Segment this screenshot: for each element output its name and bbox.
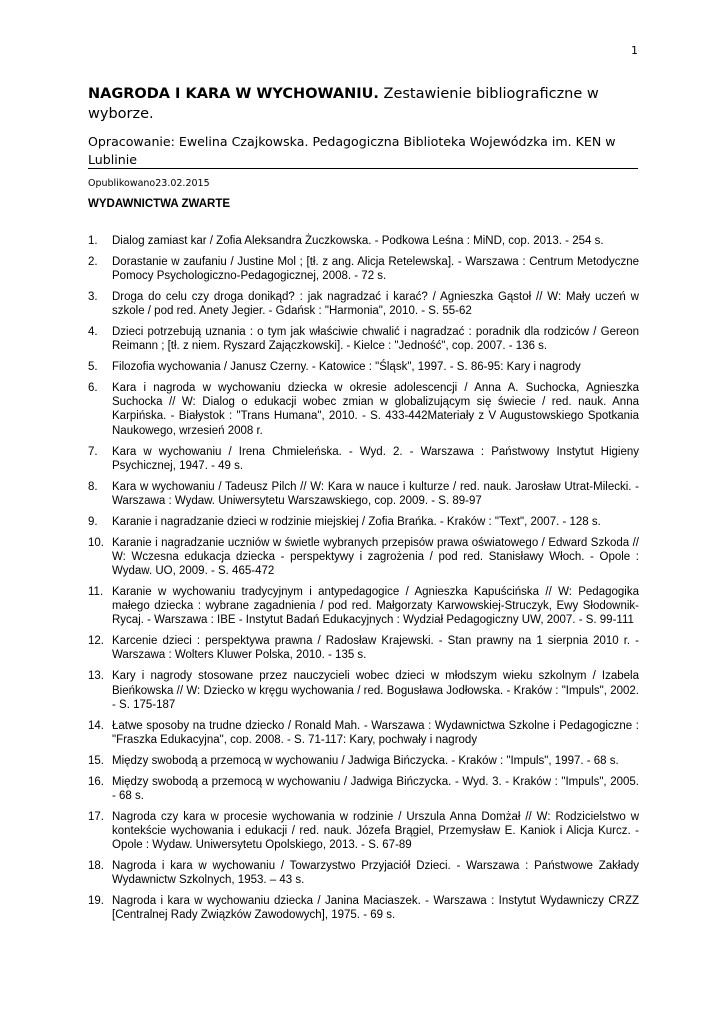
bibliography-list [88, 234, 639, 929]
page-number: 1 [631, 44, 638, 57]
entry-text: Nagroda czy kara w procesie wychowania w rodzinie / Urszula Anna Domżał // W: Rodzicielstwo w kontekście wychowania i edukacji / red. nauk. Józefa Brągiel, Przemysław E. Kaniok i Alicja Kurcz. - Opole : Wydaw. Uniwersytetu Opolskiego, 2013. - S. 67-89 [112, 810, 639, 852]
section-heading: WYDAWNICTWA ZWARTE [88, 198, 231, 210]
bibliography-entry [88, 894, 639, 922]
entry-number: 9. [88, 515, 98, 528]
title-subtitle: Zestawienie bibliograficzne w wyborze. [88, 86, 599, 122]
document-title [88, 84, 638, 124]
prepared-by: Opracowanie: Ewelina Czajkowska. Pedagogiczna Biblioteka Wojewódzka im. KEN w Lublinie [88, 134, 616, 167]
bibliography-entry [88, 536, 639, 579]
entry-number: 12. [88, 635, 104, 648]
bibliography-entry [88, 585, 639, 628]
entry-number: 6. [88, 382, 98, 395]
bibliography-entry [88, 480, 639, 508]
bibliography-entry [88, 754, 639, 768]
entry-text: Dzieci potrzebują uznania : o tym jak właściwie chwalić i nagradzać : poradnik dla rodziców / Gereon Reimann ; [tł. z niem. Ryszard Zajączkowski]. - Kielce : "Jedność", cop. 2007. - 136 s. [112, 326, 639, 353]
bibliography-entry [88, 381, 639, 438]
entry-number: 17. [88, 810, 104, 823]
entry-text: Kara i nagroda w wychowaniu dziecka w okresie adolescencji / Anna A. Suchocka, Agnieszka Suchocka // W: Dialog o edukacji wobec zmian w globalizującym się świecie / red. nauk. Anna Karpińska. - Białystok : "Trans Humana", 2010. - S. 433-442Materiały z V Augustowskiego Spotkania Naukowego, wrzesień 2008 r. [112, 382, 639, 437]
entry-text: Dorastanie w zaufaniu / Justine Mol ; [tł. z ang. Alicja Retelewska]. - Warszawa : Centrum Metodyczne Pomocy Psychologiczno-Pedagogicznej, 2008. - 72 s. [112, 255, 639, 283]
bibliography-entry [88, 290, 639, 318]
entry-text: Dialog zamiast kar / Zofia Aleksandra Żuczkowska. - Podkowa Leśna : MiND, cop. 2013. - 254 s. [112, 235, 604, 247]
entry-text: Karanie w wychowaniu tradycyjnym i antypedagogice / Agnieszka Kapuścińska // W: Pedagogika małego dziecka : wybrane zagadnienia / pod red. Małgorzaty Karwowskiej-Struczyk, Ewy Słodownik-Rycaj. - Warszawa : IBE - Instytut Badań Edukacyjnych : Wydział Pedagogiczny UW, 2007. - S. 99-111 [112, 585, 639, 627]
entry-number: 14. [88, 719, 104, 732]
entry-text: Między swobodą a przemocą w wychowaniu / Jadwiga Bińczycka. - Kraków : "Impuls", 1997. - 68 s. [112, 754, 619, 767]
bibliography-entry [88, 234, 639, 248]
entry-number: 10. [88, 536, 104, 549]
document-header [88, 84, 638, 191]
bibliography-entry [88, 719, 639, 747]
entry-number: 5. [88, 361, 98, 374]
entry-number: 4. [88, 326, 98, 339]
bibliography-entry [88, 515, 639, 529]
header-divider [88, 168, 638, 169]
entry-text: Droga do celu czy droga donikąd? : jak nagradzać i karać? / Agnieszka Gąstoł // W: Mały uczeń w szkole / pod red. Anety Jegier. - Gdańsk : "Harmonia", 2010. - S. 55-62 [112, 290, 639, 318]
entry-text: Karanie i nagradzanie dzieci w rodzinie miejskiej / Zofia Brańka. - Kraków : "Text", 2007. - 128 s. [112, 515, 601, 528]
bibliography-entry [88, 669, 639, 712]
bibliography-entry [88, 810, 639, 853]
entry-text: Łatwe sposoby na trudne dziecko / Ronald Mah. - Warszawa : Wydawnictwa Szkolne i Pedagogiczne : "Fraszka Edukacyjna", cop. 2008. - S. 71-117: Kary, pochwały i nagrody [112, 719, 639, 746]
bibliography-entry [88, 325, 639, 353]
entry-text: Kary i nagrody stosowane przez nauczycieli wobec dzieci w młodszym wieku szkolnym / Izabela Bieńkowska // W: Dziecko w kręgu wychowania / red. Bogusława Jodłowska. - Kraków : "Impuls", 2002. - S. 175-187 [112, 670, 639, 711]
entry-text: Między swobodą a przemocą w wychowaniu / Jadwiga Bińczycka. - Wyd. 3. - Kraków : "Impuls", 2005. - 68 s. [112, 775, 639, 802]
entry-number: 13. [88, 670, 104, 683]
entry-number: 8. [88, 480, 98, 493]
title-main: NAGRODA I KARA W WYCHOWANIU. [88, 86, 379, 102]
entry-text: Karanie i nagradzanie uczniów w świetle wybranych przepisów prawa oświatowego / Edward Szkoda // W: Wczesna edukacja dziecka - perspektywy i zagrożenia / pod red. Stanisławy Włoch. - Opole : Wydaw. UO, 2009. - S. 465-472 [112, 536, 639, 578]
entry-number: 11. [88, 585, 104, 598]
bibliography-entry [88, 859, 639, 887]
entry-number: 7. [88, 445, 98, 458]
entry-number: 1. [88, 235, 98, 247]
bibliography-entry [88, 255, 639, 283]
entry-text: Kara w wychowaniu / Irena Chmieleńska. - Wyd. 2. - Warszawa : Państwowy Instytut Higieny Psychicznej, 1947. - 49 s. [112, 445, 639, 472]
bibliography-entry [88, 360, 639, 374]
bibliography-entry [88, 775, 639, 803]
bibliography-entry [88, 445, 639, 473]
entry-number: 2. [88, 255, 98, 268]
entry-text: Karcenie dzieci : perspektywa prawna / Radosław Krajewski. - Stan prawny na 1 sierpnia 2010 r. - Warszawa : Wolters Kluwer Polska, 2010. - 135 s. [112, 635, 639, 662]
entry-text: Filozofia wychowania / Janusz Czerny. - Katowice : "Śląsk", 1997. - S. 86-95: Kary i nagrody [112, 361, 581, 374]
published-date: Opublikowano23.02.2015 [88, 178, 210, 189]
entry-number: 3. [88, 290, 98, 303]
entry-text: Kara w wychowaniu / Tadeusz Pilch // W: Kara w nauce i kulturze / red. nauk. Jarosław Utrat-Milecki. - Warszawa : Wydaw. Uniwersytetu Warszawskiego, cop. 2009. - S. 89-97 [112, 480, 639, 507]
bibliography-entry [88, 634, 639, 662]
entry-text: Nagroda i kara w wychowaniu / Towarzystwo Przyjaciół Dzieci. - Warszawa : Państwowe Zakłady Wydawnictw Szkolnych, 1953. – 43 s. [112, 860, 639, 887]
entry-number: 15. [88, 754, 104, 767]
entry-number: 19. [88, 895, 104, 908]
entry-number: 18. [88, 860, 104, 872]
entry-text: Nagroda i kara w wychowaniu dziecka / Janina Maciaszek. - Warszawa : Instytut Wydawniczy CRZZ [Centralnej Rady Związków Zawodowych], 1975. - 69 s. [112, 895, 639, 922]
entry-number: 16. [88, 775, 104, 788]
